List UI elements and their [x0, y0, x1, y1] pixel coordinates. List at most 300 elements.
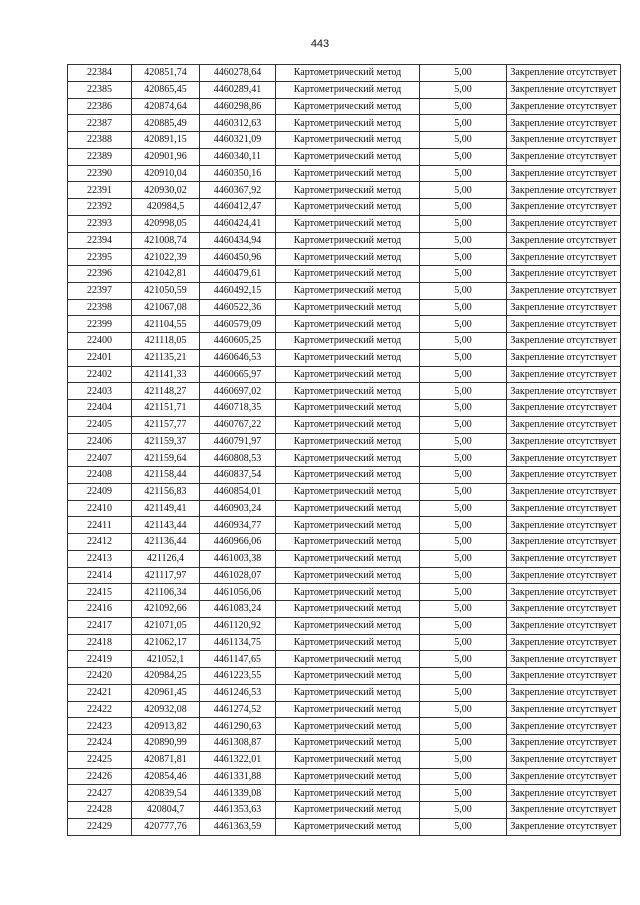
fixation-cell: Закрепление отсутствует	[507, 215, 621, 232]
y-coordinate-cell: 4461331,88	[200, 768, 276, 785]
x-coordinate-cell: 421156,83	[132, 483, 200, 500]
method-cell: Картометрический метод	[276, 818, 420, 835]
method-cell: Картометрический метод	[276, 433, 420, 450]
fixation-cell: Закрепление отсутствует	[507, 366, 621, 383]
fixation-cell: Закрепление отсутствует	[507, 617, 621, 634]
y-coordinate-cell: 4461339,08	[200, 785, 276, 802]
accuracy-cell: 5,00	[420, 249, 507, 266]
x-coordinate-cell: 420839,54	[132, 785, 200, 802]
accuracy-cell: 5,00	[420, 584, 507, 601]
x-coordinate-cell: 421141,33	[132, 366, 200, 383]
fixation-cell: Закрепление отсутствует	[507, 802, 621, 819]
method-cell: Картометрический метод	[276, 567, 420, 584]
point-number-cell: 22412	[68, 534, 132, 551]
point-number-cell: 22392	[68, 199, 132, 216]
point-number-cell: 22394	[68, 232, 132, 249]
y-coordinate-cell: 4460298,86	[200, 98, 276, 115]
fixation-cell: Закрепление отсутствует	[507, 785, 621, 802]
accuracy-cell: 5,00	[420, 65, 507, 82]
point-number-cell: 22385	[68, 81, 132, 98]
point-number-cell: 22419	[68, 651, 132, 668]
x-coordinate-cell: 421104,55	[132, 316, 200, 333]
method-cell: Картометрический метод	[276, 450, 420, 467]
x-coordinate-cell: 421148,27	[132, 383, 200, 400]
method-cell: Картометрический метод	[276, 416, 420, 433]
x-coordinate-cell: 421118,05	[132, 333, 200, 350]
fixation-cell: Закрепление отсутствует	[507, 668, 621, 685]
table-row	[68, 182, 621, 199]
y-coordinate-cell: 4460434,94	[200, 232, 276, 249]
x-coordinate-cell: 421092,66	[132, 601, 200, 618]
x-coordinate-cell: 420913,82	[132, 718, 200, 735]
x-coordinate-cell: 421135,21	[132, 349, 200, 366]
table-row	[68, 550, 621, 567]
fixation-cell: Закрепление отсутствует	[507, 818, 621, 835]
table-row	[68, 115, 621, 132]
fixation-cell: Закрепление отсутствует	[507, 182, 621, 199]
y-coordinate-cell: 4461353,63	[200, 802, 276, 819]
x-coordinate-cell: 421159,37	[132, 433, 200, 450]
method-cell: Картометрический метод	[276, 467, 420, 484]
point-number-cell: 22429	[68, 818, 132, 835]
point-number-cell: 22421	[68, 684, 132, 701]
x-coordinate-cell: 420865,45	[132, 81, 200, 98]
y-coordinate-cell: 4460791,97	[200, 433, 276, 450]
y-coordinate-cell: 4460934,77	[200, 517, 276, 534]
point-number-cell: 22397	[68, 282, 132, 299]
accuracy-cell: 5,00	[420, 701, 507, 718]
table-row	[68, 316, 621, 333]
y-coordinate-cell: 4461246,53	[200, 684, 276, 701]
point-number-cell: 22418	[68, 634, 132, 651]
accuracy-cell: 5,00	[420, 266, 507, 283]
y-coordinate-cell: 4461003,38	[200, 550, 276, 567]
table-row	[68, 450, 621, 467]
accuracy-cell: 5,00	[420, 684, 507, 701]
coordinates-table	[67, 64, 621, 836]
y-coordinate-cell: 4460367,92	[200, 182, 276, 199]
table-row	[68, 802, 621, 819]
fixation-cell: Закрепление отсутствует	[507, 316, 621, 333]
method-cell: Картометрический метод	[276, 98, 420, 115]
accuracy-cell: 5,00	[420, 718, 507, 735]
fixation-cell: Закрепление отсутствует	[507, 115, 621, 132]
fixation-cell: Закрепление отсутствует	[507, 299, 621, 316]
table-row	[68, 483, 621, 500]
point-number-cell: 22404	[68, 400, 132, 417]
fixation-cell: Закрепление отсутствует	[507, 400, 621, 417]
point-number-cell: 22391	[68, 182, 132, 199]
table-row	[68, 215, 621, 232]
accuracy-cell: 5,00	[420, 785, 507, 802]
fixation-cell: Закрепление отсутствует	[507, 567, 621, 584]
x-coordinate-cell: 420998,05	[132, 215, 200, 232]
point-number-cell: 22388	[68, 132, 132, 149]
fixation-cell: Закрепление отсутствует	[507, 467, 621, 484]
x-coordinate-cell: 421117,97	[132, 567, 200, 584]
point-number-cell: 22401	[68, 349, 132, 366]
x-coordinate-cell: 421067,08	[132, 299, 200, 316]
y-coordinate-cell: 4460854,01	[200, 483, 276, 500]
y-coordinate-cell: 4460646,53	[200, 349, 276, 366]
accuracy-cell: 5,00	[420, 182, 507, 199]
fixation-cell: Закрепление отсутствует	[507, 199, 621, 216]
fixation-cell: Закрепление отсутствует	[507, 651, 621, 668]
table-row	[68, 199, 621, 216]
method-cell: Картометрический метод	[276, 534, 420, 551]
table-row	[68, 500, 621, 517]
point-number-cell: 22398	[68, 299, 132, 316]
x-coordinate-cell: 420885,49	[132, 115, 200, 132]
method-cell: Картометрический метод	[276, 584, 420, 601]
table-row	[68, 132, 621, 149]
x-coordinate-cell: 421052,1	[132, 651, 200, 668]
method-cell: Картометрический метод	[276, 483, 420, 500]
fixation-cell: Закрепление отсутствует	[507, 718, 621, 735]
y-coordinate-cell: 4461290,63	[200, 718, 276, 735]
table-row	[68, 634, 621, 651]
table-row	[68, 165, 621, 182]
point-number-cell: 22424	[68, 735, 132, 752]
x-coordinate-cell: 421158,44	[132, 467, 200, 484]
y-coordinate-cell: 4460350,16	[200, 165, 276, 182]
x-coordinate-cell: 420854,46	[132, 768, 200, 785]
method-cell: Картометрический метод	[276, 684, 420, 701]
y-coordinate-cell: 4461083,24	[200, 601, 276, 618]
table-row	[68, 684, 621, 701]
point-number-cell: 22387	[68, 115, 132, 132]
method-cell: Картометрический метод	[276, 316, 420, 333]
method-cell: Картометрический метод	[276, 299, 420, 316]
method-cell: Картометрический метод	[276, 132, 420, 149]
fixation-cell: Закрепление отсутствует	[507, 584, 621, 601]
accuracy-cell: 5,00	[420, 215, 507, 232]
table-row	[68, 785, 621, 802]
fixation-cell: Закрепление отсутствует	[507, 735, 621, 752]
method-cell: Картометрический метод	[276, 400, 420, 417]
table-row	[68, 567, 621, 584]
method-cell: Картометрический метод	[276, 668, 420, 685]
x-coordinate-cell: 421151,71	[132, 400, 200, 417]
fixation-cell: Закрепление отсутствует	[507, 433, 621, 450]
method-cell: Картометрический метод	[276, 215, 420, 232]
accuracy-cell: 5,00	[420, 818, 507, 835]
fixation-cell: Закрепление отсутствует	[507, 768, 621, 785]
table-row	[68, 400, 621, 417]
table-row	[68, 718, 621, 735]
x-coordinate-cell: 420910,04	[132, 165, 200, 182]
accuracy-cell: 5,00	[420, 668, 507, 685]
y-coordinate-cell: 4460837,54	[200, 467, 276, 484]
x-coordinate-cell: 420851,74	[132, 65, 200, 82]
point-number-cell: 22416	[68, 601, 132, 618]
point-number-cell: 22414	[68, 567, 132, 584]
point-number-cell: 22408	[68, 467, 132, 484]
table-row	[68, 517, 621, 534]
fixation-cell: Закрепление отсутствует	[507, 148, 621, 165]
method-cell: Картометрический метод	[276, 182, 420, 199]
x-coordinate-cell: 421022,39	[132, 249, 200, 266]
method-cell: Картометрический метод	[276, 232, 420, 249]
method-cell: Картометрический метод	[276, 785, 420, 802]
fixation-cell: Закрепление отсутствует	[507, 517, 621, 534]
y-coordinate-cell: 4461056,06	[200, 584, 276, 601]
fixation-cell: Закрепление отсутствует	[507, 383, 621, 400]
y-coordinate-cell: 4460340,11	[200, 148, 276, 165]
table-row	[68, 601, 621, 618]
accuracy-cell: 5,00	[420, 416, 507, 433]
accuracy-cell: 5,00	[420, 282, 507, 299]
table-row	[68, 98, 621, 115]
accuracy-cell: 5,00	[420, 148, 507, 165]
x-coordinate-cell: 420777,76	[132, 818, 200, 835]
fixation-cell: Закрепление отсутствует	[507, 132, 621, 149]
point-number-cell: 22425	[68, 751, 132, 768]
table-row	[68, 701, 621, 718]
y-coordinate-cell: 4460697,02	[200, 383, 276, 400]
fixation-cell: Закрепление отсутствует	[507, 266, 621, 283]
accuracy-cell: 5,00	[420, 199, 507, 216]
x-coordinate-cell: 420932,08	[132, 701, 200, 718]
method-cell: Картометрический метод	[276, 601, 420, 618]
point-number-cell: 22426	[68, 768, 132, 785]
accuracy-cell: 5,00	[420, 115, 507, 132]
x-coordinate-cell: 421136,44	[132, 534, 200, 551]
accuracy-cell: 5,00	[420, 802, 507, 819]
table-row	[68, 266, 621, 283]
x-coordinate-cell: 420890,99	[132, 735, 200, 752]
accuracy-cell: 5,00	[420, 400, 507, 417]
y-coordinate-cell: 4460966,06	[200, 534, 276, 551]
fixation-cell: Закрепление отсутствует	[507, 249, 621, 266]
method-cell: Картометрический метод	[276, 751, 420, 768]
x-coordinate-cell: 421008,74	[132, 232, 200, 249]
x-coordinate-cell: 421159,64	[132, 450, 200, 467]
point-number-cell: 22409	[68, 483, 132, 500]
fixation-cell: Закрепление отсутствует	[507, 349, 621, 366]
point-number-cell: 22420	[68, 668, 132, 685]
fixation-cell: Закрепление отсутствует	[507, 333, 621, 350]
table-row	[68, 282, 621, 299]
y-coordinate-cell: 4460492,15	[200, 282, 276, 299]
x-coordinate-cell: 420871,81	[132, 751, 200, 768]
accuracy-cell: 5,00	[420, 617, 507, 634]
method-cell: Картометрический метод	[276, 735, 420, 752]
point-number-cell: 22396	[68, 266, 132, 283]
y-coordinate-cell: 4460289,41	[200, 81, 276, 98]
table-row	[68, 65, 621, 82]
x-coordinate-cell: 421143,44	[132, 517, 200, 534]
fixation-cell: Закрепление отсутствует	[507, 65, 621, 82]
y-coordinate-cell: 4461308,87	[200, 735, 276, 752]
table-row	[68, 232, 621, 249]
fixation-cell: Закрепление отсутствует	[507, 550, 621, 567]
y-coordinate-cell: 4460424,41	[200, 215, 276, 232]
accuracy-cell: 5,00	[420, 366, 507, 383]
point-number-cell: 22400	[68, 333, 132, 350]
method-cell: Картометрический метод	[276, 383, 420, 400]
x-coordinate-cell: 420891,15	[132, 132, 200, 149]
point-number-cell: 22407	[68, 450, 132, 467]
x-coordinate-cell: 421042,81	[132, 266, 200, 283]
y-coordinate-cell: 4460522,36	[200, 299, 276, 316]
accuracy-cell: 5,00	[420, 735, 507, 752]
method-cell: Картометрический метод	[276, 701, 420, 718]
point-number-cell: 22405	[68, 416, 132, 433]
point-number-cell: 22384	[68, 65, 132, 82]
x-coordinate-cell: 420901,96	[132, 148, 200, 165]
x-coordinate-cell: 420984,5	[132, 199, 200, 216]
y-coordinate-cell: 4460718,35	[200, 400, 276, 417]
fixation-cell: Закрепление отсутствует	[507, 416, 621, 433]
x-coordinate-cell: 421157,77	[132, 416, 200, 433]
accuracy-cell: 5,00	[420, 98, 507, 115]
fixation-cell: Закрепление отсутствует	[507, 450, 621, 467]
method-cell: Картометрический метод	[276, 148, 420, 165]
x-coordinate-cell: 421126,4	[132, 550, 200, 567]
point-number-cell: 22402	[68, 366, 132, 383]
x-coordinate-cell: 421106,34	[132, 584, 200, 601]
fixation-cell: Закрепление отсутствует	[507, 483, 621, 500]
point-number-cell: 22423	[68, 718, 132, 735]
x-coordinate-cell: 421062,17	[132, 634, 200, 651]
method-cell: Картометрический метод	[276, 517, 420, 534]
fixation-cell: Закрепление отсутствует	[507, 98, 621, 115]
table-row	[68, 416, 621, 433]
accuracy-cell: 5,00	[420, 132, 507, 149]
method-cell: Картометрический метод	[276, 115, 420, 132]
table-row	[68, 383, 621, 400]
method-cell: Картометрический метод	[276, 349, 420, 366]
point-number-cell: 22417	[68, 617, 132, 634]
point-number-cell: 22428	[68, 802, 132, 819]
method-cell: Картометрический метод	[276, 718, 420, 735]
x-coordinate-cell: 420961,45	[132, 684, 200, 701]
y-coordinate-cell: 4460767,22	[200, 416, 276, 433]
method-cell: Картометрический метод	[276, 651, 420, 668]
fixation-cell: Закрепление отсутствует	[507, 534, 621, 551]
point-number-cell: 22395	[68, 249, 132, 266]
point-number-cell: 22422	[68, 701, 132, 718]
y-coordinate-cell: 4460450,96	[200, 249, 276, 266]
point-number-cell: 22415	[68, 584, 132, 601]
table-row	[68, 349, 621, 366]
page-number: 443	[310, 38, 330, 50]
point-number-cell: 22389	[68, 148, 132, 165]
y-coordinate-cell: 4460412,47	[200, 199, 276, 216]
fixation-cell: Закрепление отсутствует	[507, 701, 621, 718]
y-coordinate-cell: 4461322,01	[200, 751, 276, 768]
y-coordinate-cell: 4461120,92	[200, 617, 276, 634]
accuracy-cell: 5,00	[420, 433, 507, 450]
accuracy-cell: 5,00	[420, 450, 507, 467]
method-cell: Картометрический метод	[276, 266, 420, 283]
accuracy-cell: 5,00	[420, 299, 507, 316]
accuracy-cell: 5,00	[420, 550, 507, 567]
fixation-cell: Закрепление отсутствует	[507, 751, 621, 768]
accuracy-cell: 5,00	[420, 316, 507, 333]
accuracy-cell: 5,00	[420, 534, 507, 551]
fixation-cell: Закрепление отсутствует	[507, 165, 621, 182]
accuracy-cell: 5,00	[420, 333, 507, 350]
y-coordinate-cell: 4461134,75	[200, 634, 276, 651]
x-coordinate-cell: 421050,59	[132, 282, 200, 299]
accuracy-cell: 5,00	[420, 500, 507, 517]
y-coordinate-cell: 4460808,53	[200, 450, 276, 467]
y-coordinate-cell: 4460312,63	[200, 115, 276, 132]
x-coordinate-cell: 421071,05	[132, 617, 200, 634]
x-coordinate-cell: 420930,02	[132, 182, 200, 199]
table-row	[68, 366, 621, 383]
table-row	[68, 668, 621, 685]
table-row	[68, 617, 621, 634]
fixation-cell: Закрепление отсутствует	[507, 81, 621, 98]
table-row	[68, 768, 621, 785]
method-cell: Картометрический метод	[276, 802, 420, 819]
fixation-cell: Закрепление отсутствует	[507, 500, 621, 517]
accuracy-cell: 5,00	[420, 567, 507, 584]
y-coordinate-cell: 4460321,09	[200, 132, 276, 149]
point-number-cell: 22390	[68, 165, 132, 182]
accuracy-cell: 5,00	[420, 349, 507, 366]
accuracy-cell: 5,00	[420, 232, 507, 249]
y-coordinate-cell: 4460278,64	[200, 65, 276, 82]
y-coordinate-cell: 4460903,24	[200, 500, 276, 517]
accuracy-cell: 5,00	[420, 517, 507, 534]
y-coordinate-cell: 4460479,61	[200, 266, 276, 283]
point-number-cell: 22427	[68, 785, 132, 802]
fixation-cell: Закрепление отсутствует	[507, 282, 621, 299]
point-number-cell: 22411	[68, 517, 132, 534]
fixation-cell: Закрепление отсутствует	[507, 684, 621, 701]
table-row	[68, 249, 621, 266]
accuracy-cell: 5,00	[420, 165, 507, 182]
accuracy-cell: 5,00	[420, 634, 507, 651]
point-number-cell: 22406	[68, 433, 132, 450]
point-number-cell: 22410	[68, 500, 132, 517]
method-cell: Картометрический метод	[276, 617, 420, 634]
table-row	[68, 735, 621, 752]
table-row	[68, 333, 621, 350]
method-cell: Картометрический метод	[276, 65, 420, 82]
point-number-cell: 22413	[68, 550, 132, 567]
fixation-cell: Закрепление отсутствует	[507, 634, 621, 651]
accuracy-cell: 5,00	[420, 383, 507, 400]
method-cell: Картометрический метод	[276, 768, 420, 785]
y-coordinate-cell: 4460665,97	[200, 366, 276, 383]
point-number-cell: 22386	[68, 98, 132, 115]
method-cell: Картометрический метод	[276, 249, 420, 266]
table-row	[68, 751, 621, 768]
y-coordinate-cell: 4460579,09	[200, 316, 276, 333]
y-coordinate-cell: 4460605,25	[200, 333, 276, 350]
table-body	[68, 65, 621, 836]
accuracy-cell: 5,00	[420, 467, 507, 484]
point-number-cell: 22393	[68, 215, 132, 232]
table-row	[68, 299, 621, 316]
y-coordinate-cell: 4461223,55	[200, 668, 276, 685]
method-cell: Картометрический метод	[276, 500, 420, 517]
method-cell: Картометрический метод	[276, 282, 420, 299]
y-coordinate-cell: 4461274,52	[200, 701, 276, 718]
method-cell: Картометрический метод	[276, 634, 420, 651]
fixation-cell: Закрепление отсутствует	[507, 232, 621, 249]
table-row	[68, 534, 621, 551]
method-cell: Картометрический метод	[276, 81, 420, 98]
method-cell: Картометрический метод	[276, 165, 420, 182]
x-coordinate-cell: 420804,7	[132, 802, 200, 819]
y-coordinate-cell: 4461363,59	[200, 818, 276, 835]
